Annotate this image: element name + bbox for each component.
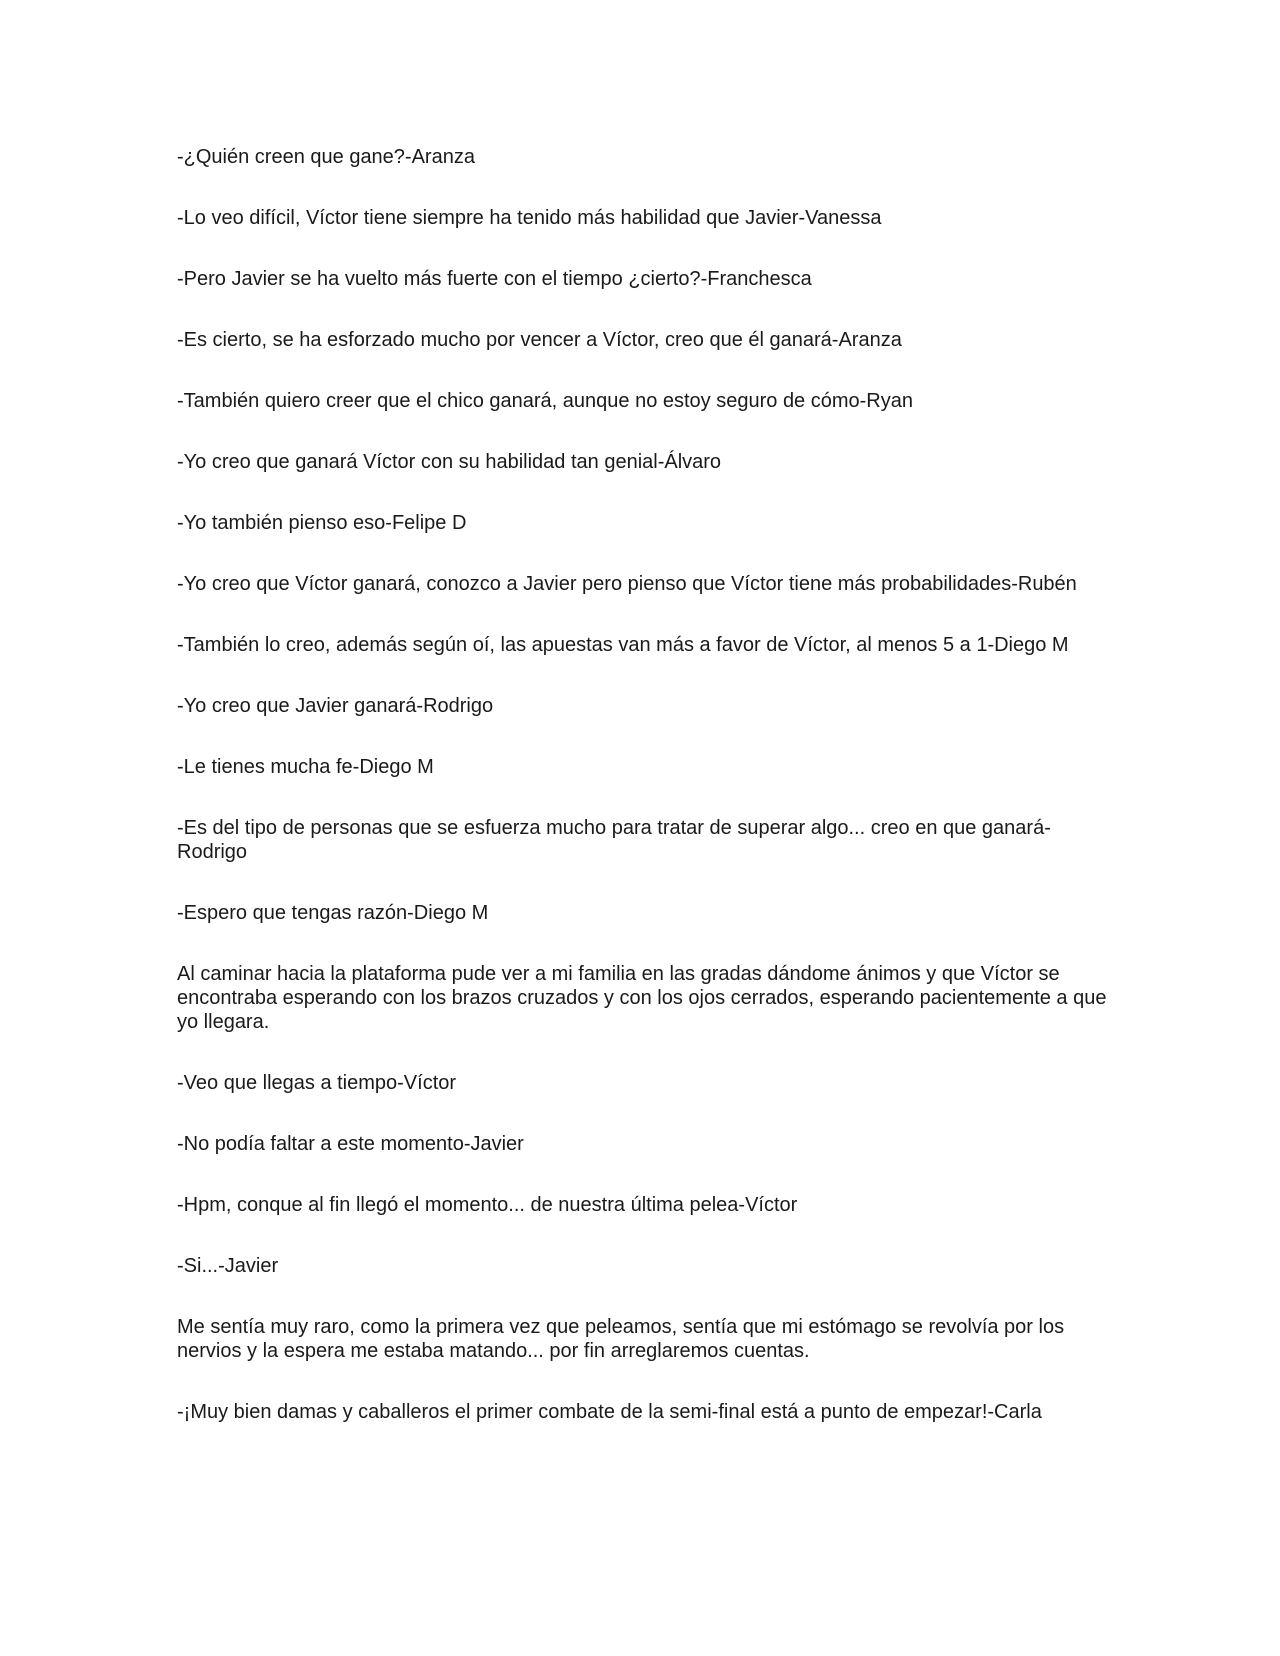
paragraph-17: -Hpm, conque al fin llegó el momento... de nuestra última pelea-Víctor xyxy=(177,1194,798,1216)
paragraph-18: -Si...-Javier xyxy=(177,1255,279,1277)
paragraph-3: -Pero Javier se ha vuelto más fuerte con el tiempo ¿cierto?-Franchesca xyxy=(177,268,812,290)
paragraph-19: Me sentía muy raro, como la primera vez que peleamos, sentía que mi estómago se revolvía por los nervios y la espera me estaba matando... por fin arreglaremos cuentas. xyxy=(177,1316,1065,1362)
paragraph-9: -También lo creo, además según oí, las apuestas van más a favor de Víctor, al menos 5 a 1-Diego M xyxy=(177,634,1069,656)
paragraph-10: -Yo creo que Javier ganará-Rodrigo xyxy=(177,695,494,717)
paragraph-11: -Le tienes mucha fe-Diego M xyxy=(177,756,434,778)
paragraph-15: -Veo que llegas a tiempo-Víctor xyxy=(177,1072,457,1094)
paragraph-16: -No podía faltar a este momento-Javier xyxy=(177,1133,524,1155)
paragraph-5: -También quiero creer que el chico ganará, aunque no estoy seguro de cómo-Ryan xyxy=(177,390,913,412)
paragraph-14: Al caminar hacia la plataforma pude ver a mi familia en las gradas dándome ánimos y que Víctor se encontraba esperando con los brazos cruzados y con los ojos cerrados, esperando pacientemente a que yo llegara. xyxy=(177,963,1107,1033)
paragraph-7: -Yo también pienso eso-Felipe D xyxy=(177,512,467,534)
paragraph-2: -Lo veo difícil, Víctor tiene siempre ha tenido más habilidad que Javier-Vanessa xyxy=(177,207,882,229)
paragraph-13: -Espero que tengas razón-Diego M xyxy=(177,902,489,924)
paragraph-6: -Yo creo que ganará Víctor con su habilidad tan genial-Álvaro xyxy=(177,451,722,473)
paragraph-4: -Es cierto, se ha esforzado mucho por vencer a Víctor, creo que él ganará-Aranza xyxy=(177,329,902,351)
paragraph-20: -¡Muy bien damas y caballeros el primer combate de la semi-final está a punto de empezar!-Carla xyxy=(177,1401,1042,1423)
paragraph-1: -¿Quién creen que gane?-Aranza xyxy=(177,146,475,168)
paragraph-8: -Yo creo que Víctor ganará, conozco a Javier pero pienso que Víctor tiene más probabilidades-Rubén xyxy=(177,573,1077,595)
paragraph-12: -Es del tipo de personas que se esfuerza mucho para tratar de superar algo... creo en que ganará-Rodrigo xyxy=(177,817,1051,863)
document-body xyxy=(177,145,1107,1461)
